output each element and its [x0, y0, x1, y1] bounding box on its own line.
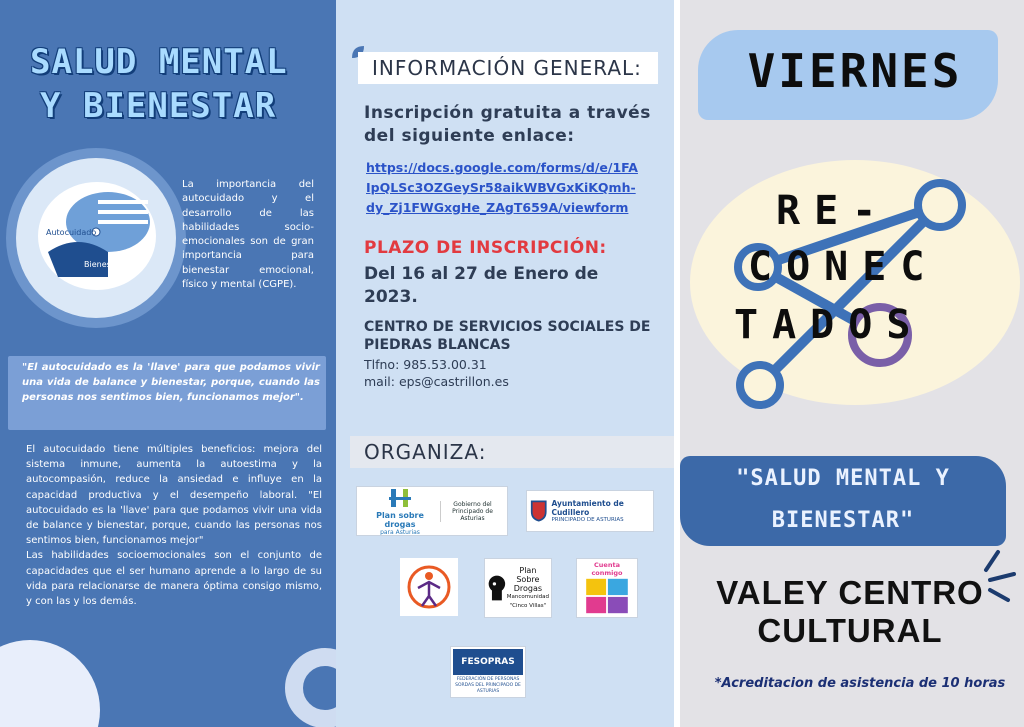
- autocuidado-quote: "El autocuidado es la 'llave' para que podamos vivir una vida de balance y bienestar, porque, cuando las personas nos sentimos bien, funcionamos mejor".: [22, 362, 320, 403]
- plazo-dates: Del 16 al 27 de Enero de 2023.: [364, 264, 599, 307]
- right-panel: [680, 0, 1024, 727]
- cudillero-label: Ayuntamiento de Cudillero: [551, 499, 624, 517]
- centro-name: CENTRO DE SERVICIOS SOCIALES DE PIEDRAS BLANCAS: [364, 319, 651, 353]
- plan-drogas-icon: [385, 487, 415, 509]
- left-title: [30, 40, 320, 128]
- reconect-line1: RE-: [776, 188, 891, 234]
- reconect-line2: CONEC: [748, 244, 939, 290]
- logo-plan-drogas-asturias: [356, 486, 508, 536]
- logo-word-bienestar: Bienestar: [84, 260, 123, 269]
- castrillon-label: [400, 558, 401, 559]
- plan-drogas-sub: para Asturias: [380, 528, 420, 536]
- logo-castrillon: [400, 558, 458, 616]
- autocuidado-logo: [38, 182, 156, 290]
- venue: [700, 574, 1000, 650]
- reconect-line3: TADOS: [734, 302, 925, 348]
- fesopras-label: FESOPRAS: [453, 649, 523, 675]
- logo-mancomunidad: [484, 558, 552, 618]
- cuenta-conmigo-label: Cuenta conmigo: [591, 561, 623, 577]
- logo-fesopras: [450, 646, 526, 698]
- organiza-heading: ORGANIZA:: [350, 436, 676, 468]
- shield-icon: [530, 498, 547, 524]
- slogan-line1: "SALUD MENTAL Y: [736, 466, 950, 491]
- intro-paragraph: La importancia del autocuidado y el desarrollo de las habilidades socio-emocionales son de gran importancia para bienestar emocional, físico y mental (CGPE).: [182, 179, 314, 291]
- skills-paragraph: Las habilidades socioemocionales son el conjunto de capacidades que el ser humano aprende a lo largo de su vida para relacionarse de manera óptima consigo mismo, y con las y los demás.: [26, 550, 322, 608]
- middle-panel: [336, 0, 680, 727]
- venue-line2: CULTURAL: [757, 612, 943, 649]
- form-link-line3[interactable]: dy_Zj1FWGxgHe_ZAgT659A/viewform: [366, 200, 629, 215]
- bottom-ring-decoration: [285, 648, 336, 727]
- benefits-paragraph: El autocuidado tiene múltiples beneficios: mejora del sistema inmune, aumenta la autoestima y la autocompasión, reduce la ansiedad e influye en la capacidad productiva y el desempeño laboral. "El autocuidado es la 'llave' para que podamos vivir una vida de balance y bienestar, porque, cuando las personas nos sentimos bien, funcionamos mejor": [26, 444, 322, 547]
- left-body: [26, 442, 322, 609]
- left-panel: [0, 0, 336, 727]
- castrillon-plan-icon: [400, 558, 458, 616]
- plan-drogas-label: Plan sobre drogas: [376, 510, 424, 529]
- day-title: VIERNES: [747, 44, 963, 98]
- slogan-line2: BIENESTAR": [771, 508, 915, 533]
- plazo-heading: PLAZO DE INSCRIPCIÓN:: [364, 238, 607, 258]
- phone: Tlfno: 985.53.00.31: [364, 357, 487, 372]
- gobierno-label: Gobierno del Principado de Asturias: [440, 501, 500, 522]
- logo-cudillero: [526, 490, 654, 532]
- mancomunidad-line5: "Cinco Villas": [509, 602, 547, 609]
- acreditacion-note: *Acreditacion de asistencia de 10 horas: [714, 676, 1006, 691]
- mancomunidad-line3: Drogas: [513, 583, 543, 593]
- cudillero-sub: PRINCIPADO DE ASTURIAS: [551, 517, 624, 523]
- mancomunidad-line1: Plan: [519, 565, 537, 575]
- left-title-line2: Y BIENESTAR: [40, 86, 277, 126]
- email: mail: eps@castrillon.es: [364, 374, 509, 389]
- face-silhouette-icon: [487, 571, 507, 605]
- logo-cuenta-conmigo: [576, 558, 638, 618]
- inscripcion-text: Inscripción gratuita a través del siguiente enlace:: [364, 103, 651, 146]
- form-link-line1[interactable]: https://docs.google.com/forms/d/e/1FA: [366, 160, 638, 175]
- bottom-left-decoration: [0, 640, 100, 727]
- mancomunidad-line2: Sobre: [516, 574, 540, 584]
- mancomunidad-line4: Mancomunidad: [506, 593, 549, 600]
- fesopras-sub: FEDERACIÓN DE PERSONAS SORDAS DEL PRINCIPADO DE ASTURIAS: [455, 677, 521, 694]
- left-title-line1: SALUD MENTAL: [30, 42, 288, 82]
- logo-word-autocuidado: Autocuidado: [46, 228, 97, 237]
- info-heading: INFORMACIÓN GENERAL:: [358, 52, 658, 84]
- form-link-line2[interactable]: IpQLSc3OZGeySr58aikWBVGxKiKQmh-: [366, 180, 636, 195]
- venue-line1: VALEY CENTRO: [716, 574, 984, 611]
- form-link[interactable]: [366, 158, 676, 218]
- puzzle-icon: [582, 577, 632, 615]
- slogan: [680, 458, 1006, 542]
